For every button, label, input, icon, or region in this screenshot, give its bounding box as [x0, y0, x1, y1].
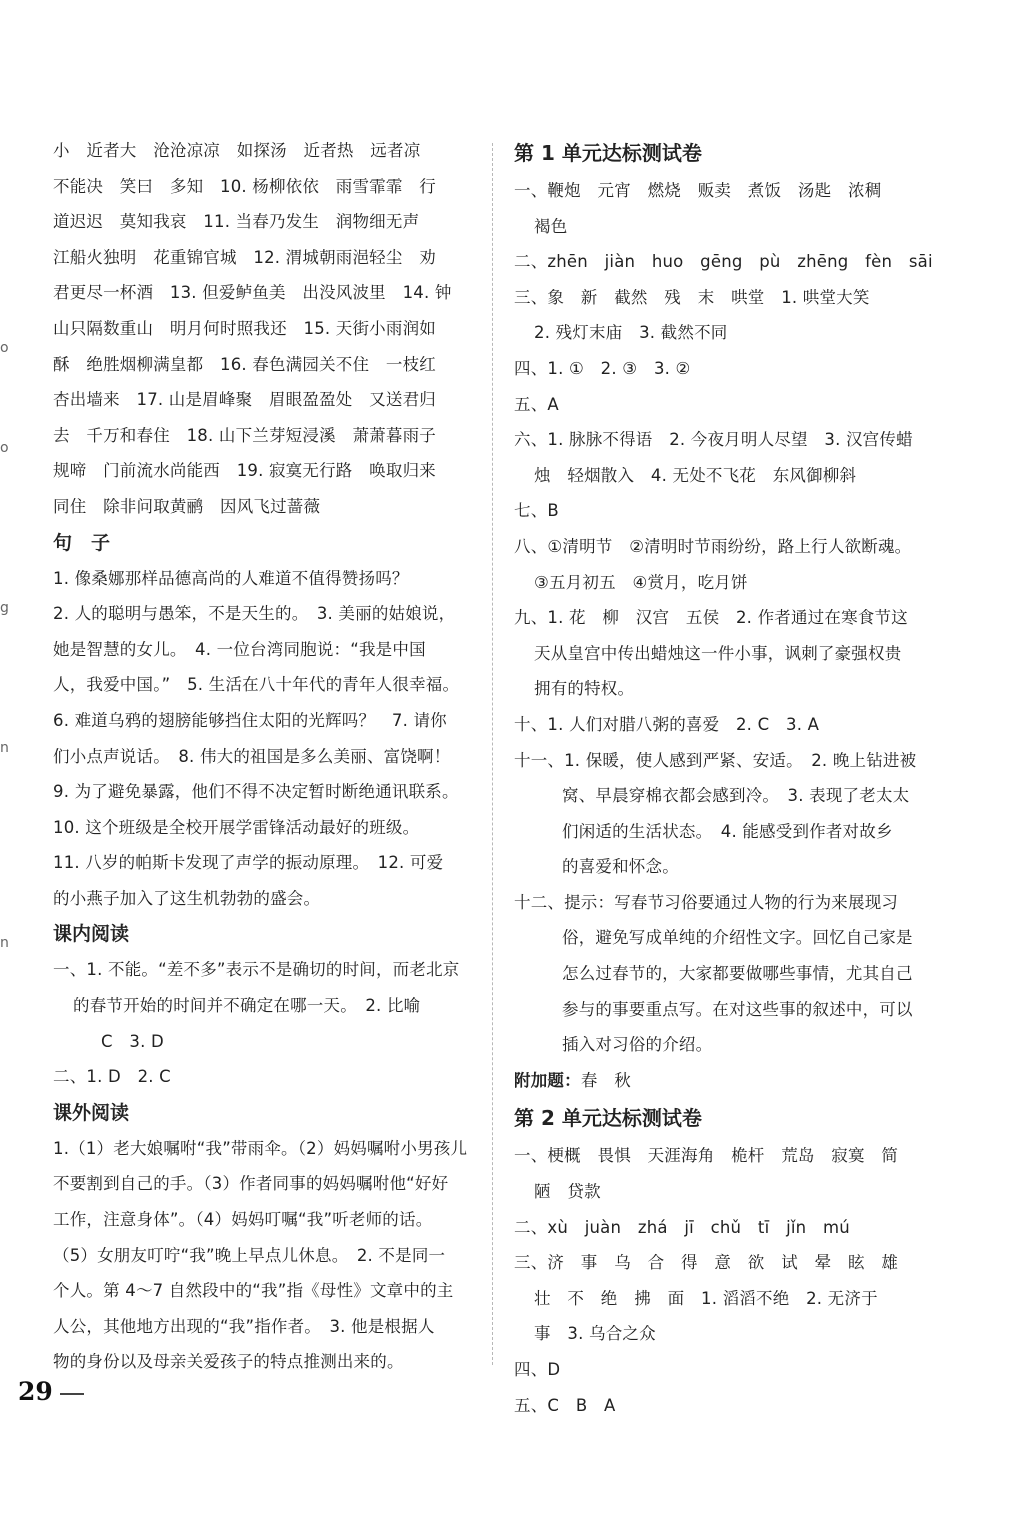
answer-line: 6. 难道乌鸦的翅膀能够挡住太阳的光辉吗？ 7. 请你 — [53, 710, 447, 730]
answer-line: 规啼 门前流水尚能西 19. 寂寞无行路 唤取归来 — [53, 461, 436, 481]
answer-line: 二、zhēn jiàn huo gēng pù zhēng fèn sāi — [514, 252, 933, 272]
answer-line: 十一、1. 保暖，使人感到严紧、安适。 2. 晚上钻进被 — [514, 750, 917, 770]
answer-line: 窝、早晨穿棉衣都会感到冷。 3. 表现了老太太 — [562, 786, 910, 806]
answer-line: 烛 轻烟散入 4. 无处不飞花 东风御柳斜 — [534, 465, 857, 485]
unit-test-title: 第 1 单元达标测试卷 — [514, 141, 702, 165]
answer-line: 俗，避免写成单纯的介绍性文字。回忆自己家是 — [562, 928, 913, 948]
answer-line: 2. 人的聪明与愚笨，不是天生的。 3. 美丽的姑娘说， — [53, 604, 456, 624]
section-heading: 句 子 — [53, 531, 111, 554]
answer-line: 七、B — [514, 501, 559, 521]
answer-line: 1.（1）老大娘嘱咐“我”带雨伞。（2）妈妈嘱咐小男孩儿 — [53, 1138, 468, 1158]
answer-line: 人，我爱中国。” 5. 生活在八十年代的青年人很幸福。 — [53, 675, 460, 695]
answer-line: 壮 不 绝 拂 面 1. 滔滔不绝 2. 无济于 — [534, 1288, 878, 1308]
answer-line: 四、D — [514, 1360, 561, 1379]
answer-line: 不能决 笑曰 多知 10. 杨柳依依 雨雪霏霏 行 — [53, 176, 436, 196]
edge-mark: n — [0, 740, 9, 756]
page-number-dash — [60, 1393, 84, 1395]
answer-line: 陋 贷款 — [534, 1182, 601, 1202]
answer-line: 九、1. 花 柳 汉宫 五侯 2. 作者通过在寒食节这 — [514, 608, 908, 628]
section-heading: 课内阅读 — [53, 923, 130, 946]
answer-line: 十、1. 人们对腊八粥的喜爱 2. C 3. A — [514, 714, 820, 734]
answer-line: 四、1. ① 2. ③ 3. ② — [514, 358, 691, 378]
answer-line: 一、梗概 畏惧 天涯海角 桅杆 荒岛 寂寞 简 — [514, 1146, 899, 1166]
answer-line: 1. 像桑娜那样品德高尚的人难道不值得赞扬吗？ — [53, 568, 409, 588]
answer-line: 2. 残灯末庙 3. 截然不同 — [534, 323, 728, 343]
answer-line: 怎么过春节的，大家都要做哪些事情，尤其自己 — [562, 964, 913, 984]
answer-line: 十二、提示：写春节习俗要通过人物的行为来展现习 — [514, 892, 899, 912]
answer-line: 人公，其他地方出现的“我”指作者。 3. 他是根据人 — [53, 1316, 435, 1336]
edge-mark: o — [0, 340, 9, 356]
answer-line: 去 千万和春住 18. 山下兰芽短浸溪 萧萧暮雨子 — [53, 425, 436, 445]
answer-line: 君更尽一杯酒 13. 但爱鲈鱼美 出没风波里 14. 钟 — [53, 283, 452, 303]
column-divider — [492, 143, 493, 1365]
answer-line: 山只隔数重山 明月何时照我还 15. 天街小雨润如 — [53, 318, 436, 338]
section-heading: 课外阅读 — [53, 1101, 130, 1124]
page-number: 29 — [18, 1377, 53, 1406]
left-column — [53, 133, 473, 1380]
answer-line: 六、1. 脉脉不得语 2. 今夜月明人尽望 3. 汉宫传蜡 — [514, 430, 913, 450]
answer-line: 小 近者大 沧沧凉凉 如探汤 近者热 远者凉 — [53, 141, 421, 160]
answer-line: 不要割到自己的手。（3）作者同事的妈妈嘱咐他“好好 — [53, 1174, 449, 1194]
answer-line: 们小点声说话。 8. 伟大的祖国是多么美丽、富饶啊！ — [53, 746, 451, 766]
answer-line: 褐色 — [534, 216, 568, 236]
answer-line: 个人。第 4～7 自然段中的“我”指《母性》文章中的主 — [53, 1281, 454, 1301]
answer-line: 道迟迟 莫知我哀 11. 当春乃发生 润物细无声 — [53, 212, 420, 232]
answer-line: 一、1. 不能。“差不多”表示不是确切的时间，而老北京 — [53, 960, 460, 980]
answer-line: 一、鞭炮 元宵 燃烧 贩卖 煮饭 汤匙 浓稠 — [514, 181, 882, 200]
answer-line: 工作，注意身体”。（4）妈妈叮嘱“我”听老师的话。 — [53, 1210, 433, 1230]
bonus-label: 附加题： — [514, 1070, 581, 1090]
answer-line: 杏出墙来 17. 山是眉峰聚 眉眼盈盈处 又送君归 — [53, 390, 436, 410]
answer-line: 三、象 新 截然 残 末 哄堂 1. 哄堂大笑 — [514, 287, 870, 307]
answer-line: 10. 这个班级是全校开展学雷锋活动最好的班级。 — [53, 817, 420, 837]
answer-line — [514, 1063, 934, 1099]
answer-line: 三、济 事 乌 合 得 意 欲 试 晕 眩 雄 — [514, 1253, 899, 1273]
answer-line: 天从皇宫中传出蜡烛这一件小事，讽刺了豪强权贵 — [534, 643, 902, 663]
answer-line: 五、C B A — [514, 1395, 616, 1415]
edge-mark: o — [0, 440, 9, 456]
answer-line: 的小燕子加入了这生机勃勃的盛会。 — [53, 888, 321, 908]
answer-line: 五、A — [514, 394, 559, 414]
unit-test-title: 第 2 单元达标测试卷 — [514, 1106, 702, 1131]
answer-line: 插入对习俗的介绍。 — [562, 1035, 713, 1055]
answer-line: 二、1. D 2. C — [53, 1067, 171, 1087]
answer-line: 拥有的特权。 — [534, 679, 635, 699]
right-column — [514, 133, 934, 1423]
answer-line: ③五月初五 ④赏月，吃月饼 — [534, 572, 748, 592]
answer-line: 们闲适的生活状态。 4. 能感受到作者对故乡 — [562, 821, 893, 841]
answer-line: 9. 为了避免暴露，他们不得不决定暂时断绝通讯联系。 — [53, 782, 459, 802]
answer-line: （5）女朋友叮咛“我”晚上早点儿休息。 2. 不是同一 — [53, 1245, 446, 1265]
answer-line: 二、xù juàn zhá jī chǔ tī jǐn mú — [514, 1217, 850, 1237]
edge-mark: g — [0, 600, 9, 616]
answer-line: 事 3. 乌合之众 — [534, 1324, 656, 1344]
answer-line: 酥 绝胜烟柳满皇都 16. 春色满园关不住 一枝红 — [53, 354, 436, 374]
edge-mark: n — [0, 935, 9, 951]
answer-line: 江船火独明 花重锦官城 12. 渭城朝雨浥轻尘 劝 — [53, 247, 436, 267]
answer-line: 11. 八岁的帕斯卡发现了声学的振动原理。 12. 可爱 — [53, 853, 444, 873]
answer-line: 八、①清明节 ②清明时节雨纷纷，路上行人欲断魂。 — [514, 536, 912, 556]
answer-line: 参与的事要重点写。在对这些事的叙述中，可以 — [562, 999, 913, 1019]
answer-line: 的春节开始的时间并不确定在哪一天。 2. 比喻 — [73, 996, 421, 1016]
answer-line: C 3. D — [101, 1031, 164, 1051]
answer-line: 的喜爱和怀念。 — [562, 857, 679, 877]
bonus-answer: 春 秋 — [580, 1070, 631, 1090]
answer-line: 同住 除非问取黄鹂 因风飞过蔷薇 — [53, 496, 321, 516]
answer-line: 她是智慧的女儿。 4. 一位台湾同胞说：“我是中国 — [53, 639, 426, 659]
answer-line: 物的身份以及母亲关爱孩子的特点推测出来的。 — [53, 1352, 404, 1372]
